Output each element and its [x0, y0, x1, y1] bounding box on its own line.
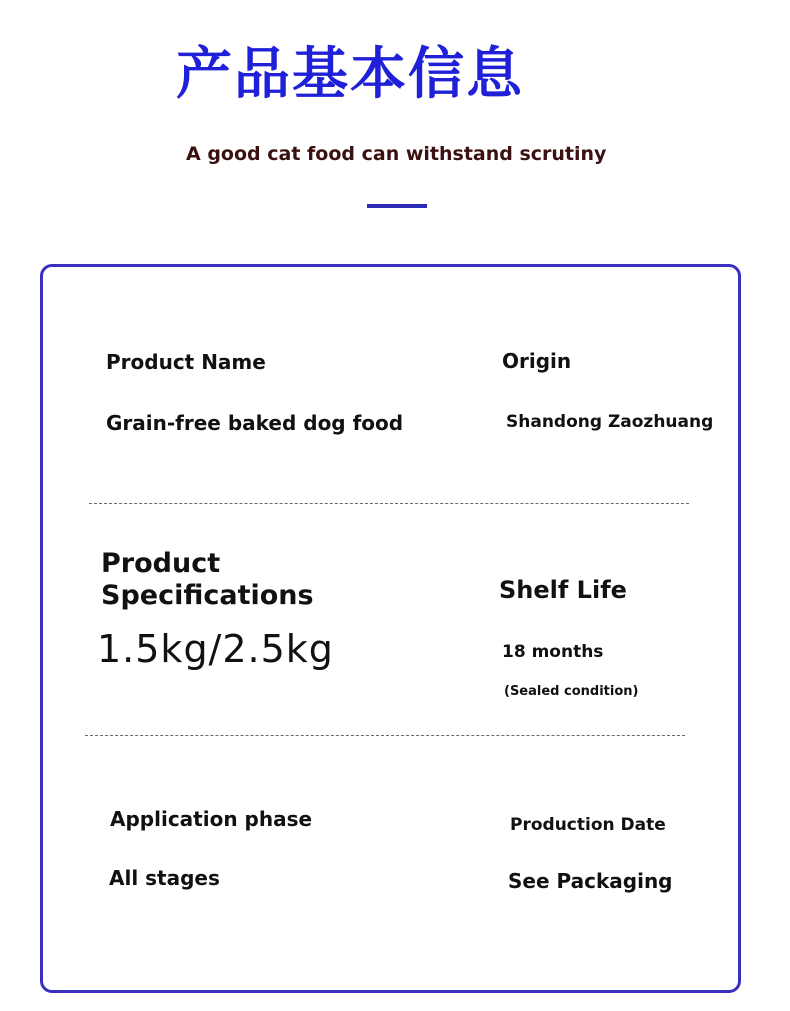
production-date-value: See Packaging: [508, 869, 673, 893]
page-title: 产品基本信息: [176, 42, 524, 107]
row-divider-2: [85, 735, 685, 736]
product-name-value: Grain-free baked dog food: [106, 411, 404, 435]
shelf-life-note: (Sealed condition): [504, 684, 639, 699]
production-date-label: Production Date: [510, 815, 666, 835]
origin-value: Shandong Zaozhuang: [506, 412, 714, 432]
specifications-label-line1: Product: [101, 548, 221, 579]
shelf-life-value: 18 months: [502, 642, 604, 662]
product-name-label: Product Name: [106, 350, 266, 374]
application-phase-value: All stages: [109, 866, 220, 890]
application-phase-label: Application phase: [110, 807, 313, 831]
origin-label: Origin: [502, 349, 572, 373]
title-underline: [367, 204, 427, 208]
shelf-life-label: Shelf Life: [499, 576, 627, 604]
specifications-value: 1.5kg/2.5kg: [97, 627, 334, 671]
page-subtitle: A good cat food can withstand scrutiny: [186, 143, 607, 165]
specifications-label-line2: Specifications: [101, 580, 314, 611]
row-divider-1: [89, 503, 689, 504]
